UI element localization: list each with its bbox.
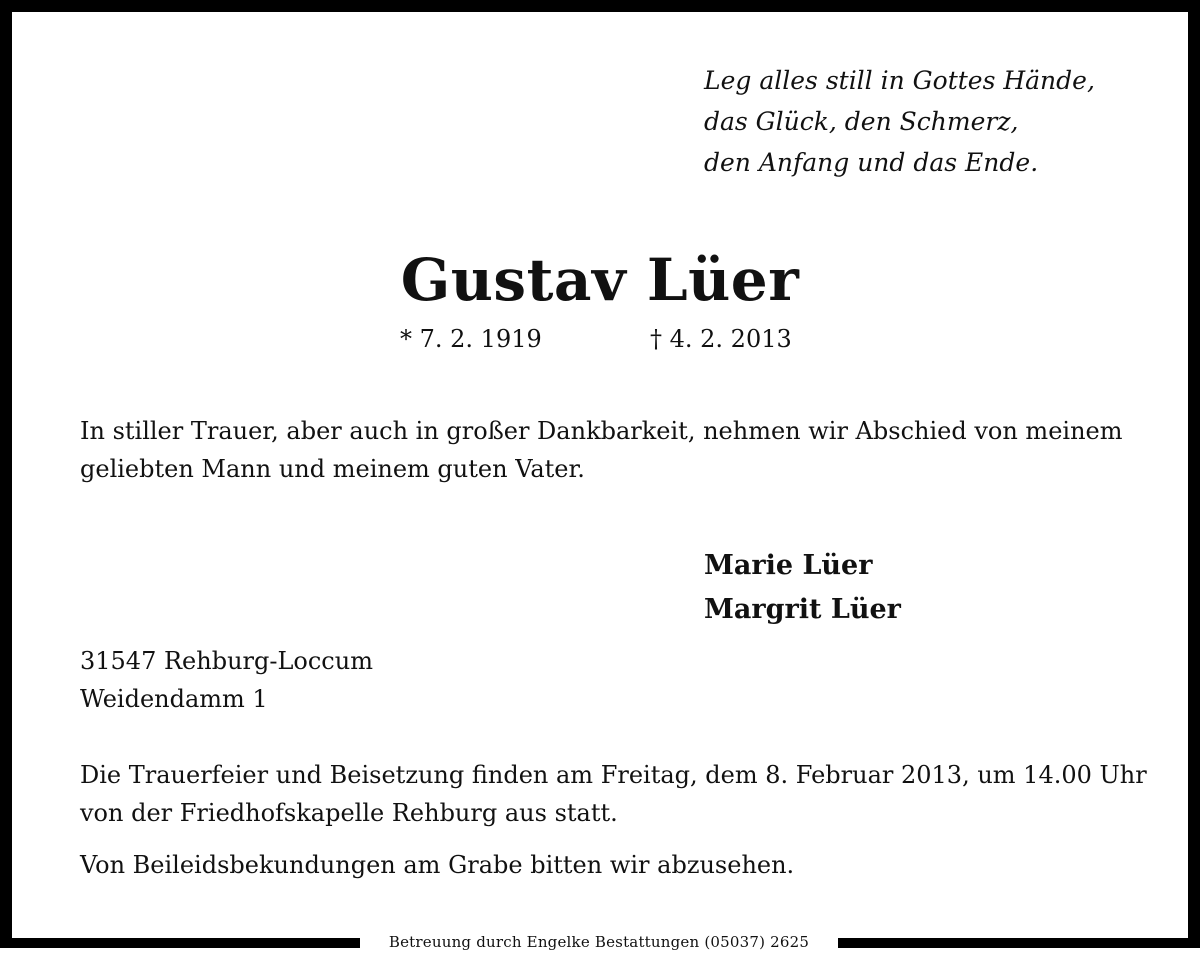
verse-line: Leg alles still in Gottes Hände, xyxy=(704,66,1095,95)
mourner-name: Margrit Lüer xyxy=(704,594,901,625)
border-bottom-left xyxy=(0,938,360,948)
birth-date: * 7. 2. 1919 xyxy=(400,325,542,353)
border-bottom-right xyxy=(838,938,1200,948)
mourners xyxy=(704,544,901,632)
intro-text: In stiller Trauer, aber auch in großer Dankbarkeit, nehmen wir Abschied von meinem geliebten Mann und meinem guten Vater. xyxy=(80,417,1123,483)
deceased-name: Gustav Lüer xyxy=(400,246,800,314)
border-top xyxy=(0,0,1200,12)
mourner-name: Marie Lüer xyxy=(704,550,873,581)
death-date: † 4. 2. 2013 xyxy=(650,325,792,353)
verse-line: den Anfang und das Ende. xyxy=(704,148,1039,177)
verse-line: das Glück, den Schmerz, xyxy=(704,107,1019,136)
address xyxy=(80,642,373,718)
funeral-home-credit: Betreuung durch Engelke Bestattungen (05037) 2625 xyxy=(388,933,810,951)
border-right xyxy=(1188,0,1200,948)
address-street: Weidendamm 1 xyxy=(80,685,268,713)
service-info: Die Trauerfeier und Beisetzung finden am Freitag, dem 8. Februar 2013, um 14.00 Uhr von der Friedhofskapelle Rehburg aus statt. xyxy=(80,761,1147,827)
verse xyxy=(704,60,1095,183)
border-left xyxy=(0,0,12,948)
condolence-note: Von Beileidsbekundungen am Grabe bitten wir abzusehen. xyxy=(80,851,795,879)
address-city: 31547 Rehburg-Loccum xyxy=(80,647,373,675)
